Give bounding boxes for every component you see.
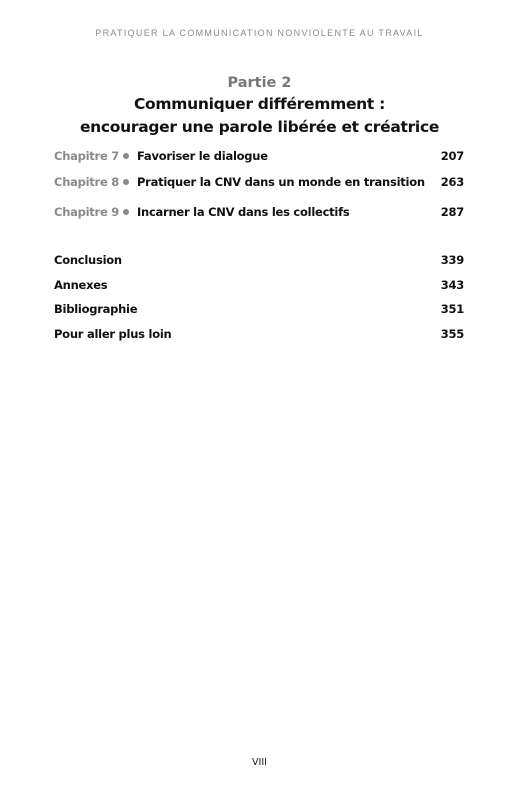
chapter-title: Favoriser le dialogue <box>137 149 268 163</box>
toc-entry-annexes[interactable] <box>54 273 464 298</box>
chapter-list <box>54 145 464 223</box>
page-number: 351 <box>440 302 464 317</box>
entry-title: Pour aller plus loin <box>54 326 172 341</box>
part-title-line-2: encourager une parole libérée et créatrice <box>79 118 440 136</box>
chapter-number: Chapitre 8 <box>54 175 120 189</box>
part-title-line-1: Communiquer différemment : <box>133 95 385 113</box>
bullet-dot-icon <box>123 209 129 215</box>
running-header: PRATIQUER LA COMMUNICATION NONVIOLENTE AU TRAVAIL <box>95 28 424 38</box>
toc-entry-bibliographie[interactable] <box>54 297 464 322</box>
part-label: Partie 2 <box>227 75 292 91</box>
chapter-number: Chapitre 7 <box>54 149 120 163</box>
part-heading <box>0 73 519 139</box>
entry-title: Bibliographie <box>54 302 138 317</box>
toc-entry-conclusion[interactable] <box>54 248 464 273</box>
bullet-dot-icon <box>123 153 129 159</box>
page-number: 343 <box>440 277 464 292</box>
page-folio: VIII <box>252 757 267 768</box>
toc-entry-chapter-8[interactable] <box>54 171 464 193</box>
page-number: 355 <box>440 326 464 341</box>
chapter-number: Chapitre 9 <box>54 205 120 219</box>
page-number: 339 <box>440 253 464 268</box>
backmatter-list <box>54 248 464 346</box>
page-number: 207 <box>440 149 464 163</box>
page-number: 287 <box>440 205 464 219</box>
bullet-dot-icon <box>123 179 129 185</box>
entry-title: Annexes <box>54 277 108 292</box>
chapter-title: Incarner la CNV dans les collectifs <box>137 205 350 219</box>
toc-entry-chapter-9[interactable] <box>54 201 464 223</box>
toc-entry-chapter-7[interactable] <box>54 145 464 167</box>
chapter-title: Pratiquer la CNV dans un monde en transition <box>137 175 425 189</box>
entry-title: Conclusion <box>54 253 122 268</box>
page-number: 263 <box>440 175 464 189</box>
toc-entry-pour-aller-plus-loin[interactable] <box>54 322 464 347</box>
